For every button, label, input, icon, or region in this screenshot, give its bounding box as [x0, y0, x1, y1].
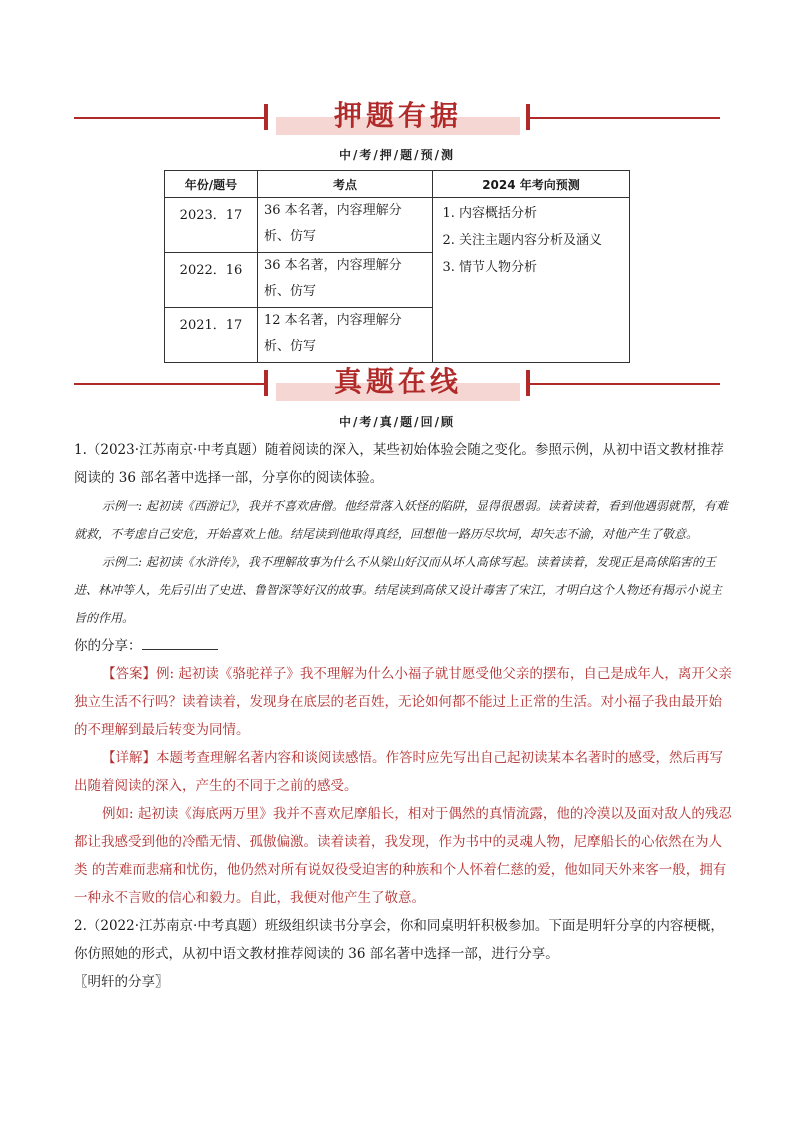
example-two: 示例二: 起初读《水浒传》，我不理解故事为什么不从梁山好汉而从坏人高俅写起。读着读着，发现正是高俅陷害的王进、林冲等人，先后引出了史进、鲁智深等好汉的故事。结尾读到高俅又设计毒害了宋江，才明白这个人物还有揭示小说主旨的作用。 [74, 555, 723, 625]
share-prompt [74, 632, 732, 660]
example-one: 示例一: 起初读《西游记》，我并不喜欢唐僧。他经常落入妖怪的陷阱，显得很愚弱。读着读着，看到他遇弱就帮，有难就救，不考虑自己安危，开始喜欢上他。结尾读到他取得真经，回想他一路历尽坎坷，却矢志不渝，对他产生了敬意。 [74, 499, 728, 541]
detail-tag: 【详解】 [102, 750, 156, 766]
share-label: 你的分享： [74, 638, 142, 654]
banner-line [74, 383, 264, 385]
answer [74, 660, 732, 744]
answer-text: 例: 起初读《骆驼祥子》我不理解为什么小福子就甘愿受他父亲的摆布，自己是成年人，离开父亲独立生活不行吗？读着读着，发现身在底层的老百姓，无论如何都不能过上正常的生活。对小福子我由最开始的不理解到最后转变为同情。 [74, 666, 732, 738]
section-title: 押题有据 [333, 99, 462, 132]
question-body [74, 436, 732, 996]
banner-bar [264, 370, 268, 396]
table-cell-year: 2023．17 [165, 198, 258, 253]
table-cell-point: 36 本名著，内容理解分析、仿写 [258, 253, 433, 308]
question-stem: 1.（2023·江苏南京·中考真题）随着阅读的深入，某些初始体验会随之变化。参照示例，从初中语文教材推荐阅读的 36 部名著中选择一部，分享你的阅读体验。 [74, 442, 724, 486]
detail [74, 744, 732, 800]
section-banner-2 [74, 364, 720, 408]
banner-bar [264, 104, 268, 130]
section-subtitle: 中/考/押/题/预/测 [339, 148, 455, 162]
prediction-table [164, 170, 630, 363]
section-title: 真题在线 [333, 365, 462, 398]
banner-line [526, 383, 720, 385]
answer-tag: 【答案】 [102, 666, 156, 682]
list-item: 2. 关注主题内容分析及涵义 [459, 227, 625, 254]
table-header: 年份/题号 [165, 171, 258, 198]
table-cell-year: 2022．16 [165, 253, 258, 308]
table-cell-year: 2021．17 [165, 308, 258, 363]
banner-line [74, 117, 264, 119]
table-header: 考点 [258, 171, 433, 198]
detail-text: 本题考查理解名著内容和谈阅读感悟。作答时应先写出自己起初读某本名著时的感受，然后再写出随着阅读的深入，产生的不同于之前的感受。 [74, 750, 723, 794]
question-stem: 2.（2022·江苏南京·中考真题）班级组织读书分享会，你和同桌明轩积极参加。下面是明轩分享的内容梗概，你仿照她的形式，从初中语文教材推荐阅读的 36 部名著中选择一部，进行分享。 [74, 918, 724, 962]
share-title: 〖明轩的分享〗 [74, 974, 169, 990]
table-cell-point: 36 本名著，内容理解分析、仿写 [258, 198, 433, 253]
list-item: 3. 情节人物分析 [459, 254, 625, 281]
table-cell-prediction [433, 198, 630, 363]
answer-blank [142, 635, 218, 650]
table-cell-point: 12 本名著，内容理解分析、仿写 [258, 308, 433, 363]
section-banner-1 [74, 98, 720, 142]
example-answer: 例如: 起初读《海底两万里》我并不喜欢尼摩船长，相对于偶然的真情流露，他的冷漠以及面对敌人的残忍都让我感受到他的冷酷无情、孤傲偏激。读着读着，我发现，作为书中的灵魂人物，尼摩船长的心依然在为人类 的苦难而悲痛和忧伤，他仍然对所有说奴役受迫害的种族和个人怀着仁慈的爱，他如同天外来客一般，拥有一种永不言败的信心和毅力。自此，我便对他产生了敬意。 [74, 806, 732, 906]
prediction-list [437, 200, 625, 281]
table-row [165, 198, 630, 253]
banner-line [526, 117, 720, 119]
section-subtitle: 中/考/真/题/回/顾 [339, 415, 455, 429]
list-item: 1. 内容概括分析 [459, 200, 625, 227]
table-header: 2024 年考向预测 [433, 171, 630, 198]
